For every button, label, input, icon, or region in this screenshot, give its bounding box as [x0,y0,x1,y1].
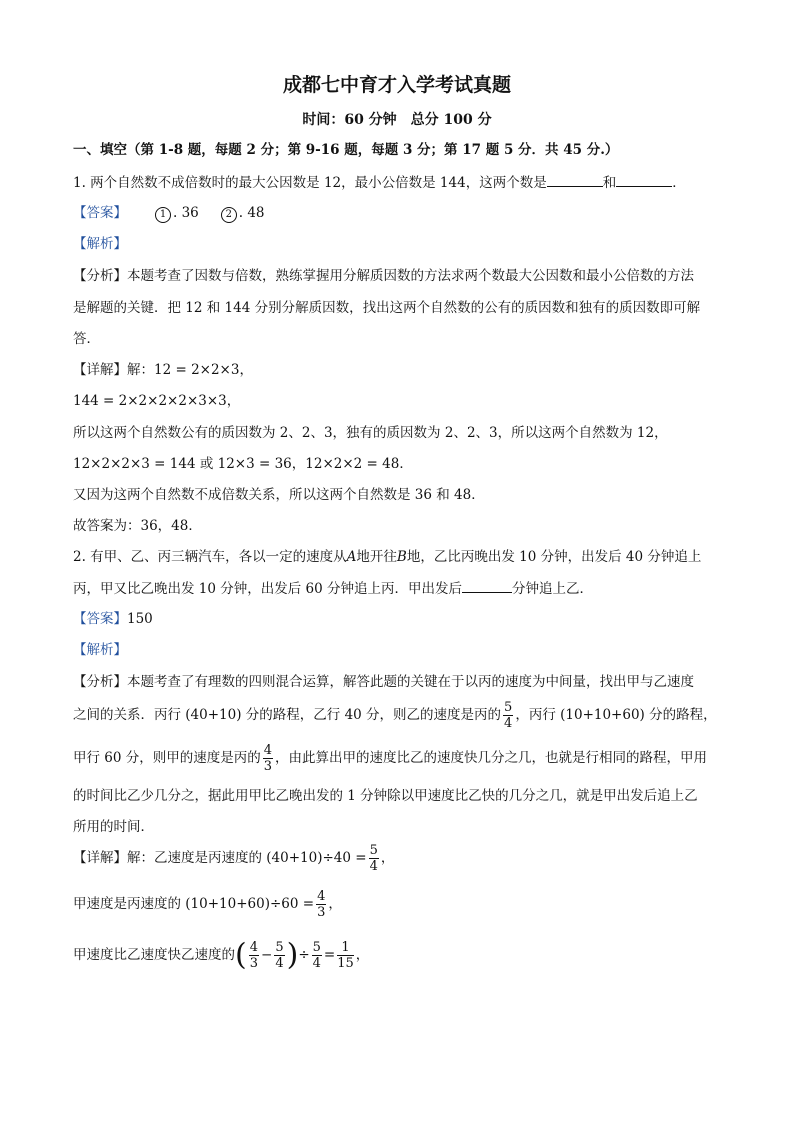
fraction-denominator: 15 [337,956,354,971]
q2-detail-text: 甲速度是丙速度的 (10+10+60)÷60 = [73,896,315,912]
exam-info: 时间：60 分钟 总分 100 分 [302,112,492,128]
q2-stem [73,547,701,567]
q2-stem-text: 分钟追上乙． [512,581,594,597]
q2-stem-text: 地开往 [356,549,397,565]
circled-number-icon: 1 [155,207,171,223]
q1-stem-and: 和 [602,175,617,191]
minus-sign: − [261,947,273,963]
q2-detail-line [73,887,342,921]
fraction-numerator: 5 [369,843,378,858]
fraction-5-4 [503,700,513,731]
comma: ， [355,947,370,963]
answer-label: 【答案】 [73,611,127,627]
q2-stem-text: 地，乙比丙晚出发 10 分钟，出发后 40 分钟追上 [406,549,702,565]
circled-number-icon: 2 [221,207,237,223]
fraction-4-3 [249,940,259,971]
q1-analysis-text: 本题考查了因数与倍数，熟练掌握用分解质因数的方法求两个数最大公因数和最小公倍数的方法 [127,268,694,284]
fraction-5-4 [369,843,379,874]
page-title: 成都七中育才入学考试真题 [282,74,511,96]
q2-analysis-line [73,698,717,732]
q1-blank-2 [616,172,672,187]
q2-point-b: B [396,549,407,565]
q2-detail-text: 甲速度比乙速度快乙速度的 [73,947,235,963]
q2-answer [73,609,153,629]
q1-stem-text: 1. 两个自然数不成倍数时的最大公因数是 12，最小公倍数是 144，这两个数是 [73,175,547,191]
comma: ， [380,850,395,866]
fraction-numerator: 4 [249,940,258,955]
divide-sign: ÷ [298,947,310,963]
fraction-numerator: 1 [337,940,354,956]
right-paren: ) [286,937,299,973]
fraction-denominator: 3 [317,905,326,920]
q2-analysis-line: 的时间比乙少几分之，据此用甲比乙晚出发的 1 分钟除以甲速度比乙快的几分之几，就是甲出发后追上乙 [73,788,698,804]
q2-detail-line [73,841,394,875]
fenxi-label: 【分析】 [73,674,127,690]
q1-detail-line: 所以这两个自然数公有的质因数为 2、2、3，独有的质因数为 2、2、3，所以这两个自然数为 12， [73,425,668,441]
xiangjie-label: 【详解】 [73,362,127,378]
q2-answer-value: 150 [127,611,153,627]
fraction-numerator: 5 [504,700,513,715]
q2-point-a: A [346,549,357,565]
q2-analysis-text: 甲行 60 分，则甲的速度是丙的 [73,750,261,766]
comma: ， [328,896,342,912]
q2-detail-text: 解：乙速度是丙速度的 (40+10)÷40 = [127,850,367,866]
fraction-4-3 [316,889,326,920]
q2-analysis-text: ，丙行 (10+10+60) 分的路程， [515,707,717,723]
q2-stem [73,578,593,599]
q1-analysis-line [73,266,694,286]
fenxi-label: 【分析】 [73,268,127,284]
fraction-numerator: 5 [275,940,284,955]
fraction-1-15 [337,940,354,971]
q1-detail-line: 144 = 2×2×2×2×3×3， [73,393,241,409]
q1-answer-1: . 36 [173,205,199,221]
fraction-denominator: 4 [504,716,513,731]
q2-analysis-text: 之间的关系．丙行 (40+10) 分的路程，乙行 40 分，则乙的速度是丙的 [73,707,502,723]
q2-blank [462,578,512,593]
section-heading: 一、填空（第 1-8 题，每题 2 分；第 9-16 题，每题 3 分；第 17 题 5 分．共 45 分.） [73,142,619,158]
fraction-4-3 [263,743,273,774]
answer-label: 【答案】 [73,205,127,221]
q1-stem [73,172,686,193]
fraction-denominator: 4 [312,956,321,971]
q1-analysis-line: 是解题的关键．把 12 和 144 分别分解质因数，找出这两个自然数的公有的质因数和独有的质因数即可解 [73,300,701,316]
fraction-numerator: 4 [317,889,326,904]
analysis-label: 【解析】 [73,642,127,658]
fraction-denominator: 4 [275,956,284,971]
equals-sign: = [323,947,336,963]
q1-answer [73,203,265,223]
q2-stem-text: 2. 有甲、乙、丙三辆汽车，各以一定的速度从 [73,549,347,565]
fraction-denominator: 3 [249,956,258,971]
q1-detail-line: 故答案为：36，48． [73,518,202,534]
q2-analysis-line [73,672,694,692]
fraction-5-4 [312,940,322,971]
q1-blank-1 [547,172,603,187]
q1-stem-end: ． [672,175,686,191]
q2-detail-line [73,938,369,972]
xiangjie-label: 【详解】 [73,850,127,866]
left-paren: ( [235,937,247,973]
analysis-label: 【解析】 [73,236,127,252]
q1-detail-line [73,360,253,380]
q1-detail-line: 又因为这两个自然数不成倍数关系，所以这两个自然数是 36 和 48． [73,487,485,503]
fraction-denominator: 4 [369,859,378,874]
fraction-numerator: 5 [312,940,321,955]
q2-analysis-text: ，由此算出甲的速度比乙的速度快几分之几，也就是行相同的路程，甲用 [275,750,708,766]
q1-analysis-line: 答． [73,331,100,347]
q2-stem-text: 丙，甲又比乙晚出发 10 分钟，出发后 60 分钟追上丙．甲出发后 [73,581,463,597]
q2-analysis-line: 所用的时间． [73,819,154,835]
fraction-5-4 [274,940,284,971]
q1-answer-2: . 48 [238,205,265,221]
q2-analysis-text: 本题考查了有理数的四则混合运算，解答此题的关键在于以丙的速度为中间量，找出甲与乙速度 [127,674,694,690]
q1-detail-text: 解：12 = 2×2×3， [127,362,253,378]
q1-detail-line: 12×2×2×3 = 144 或 12×3 = 36，12×2×2 = 48． [73,456,413,472]
fraction-numerator: 4 [263,743,273,758]
fraction-denominator: 3 [263,759,273,774]
q2-analysis-line [73,741,707,775]
